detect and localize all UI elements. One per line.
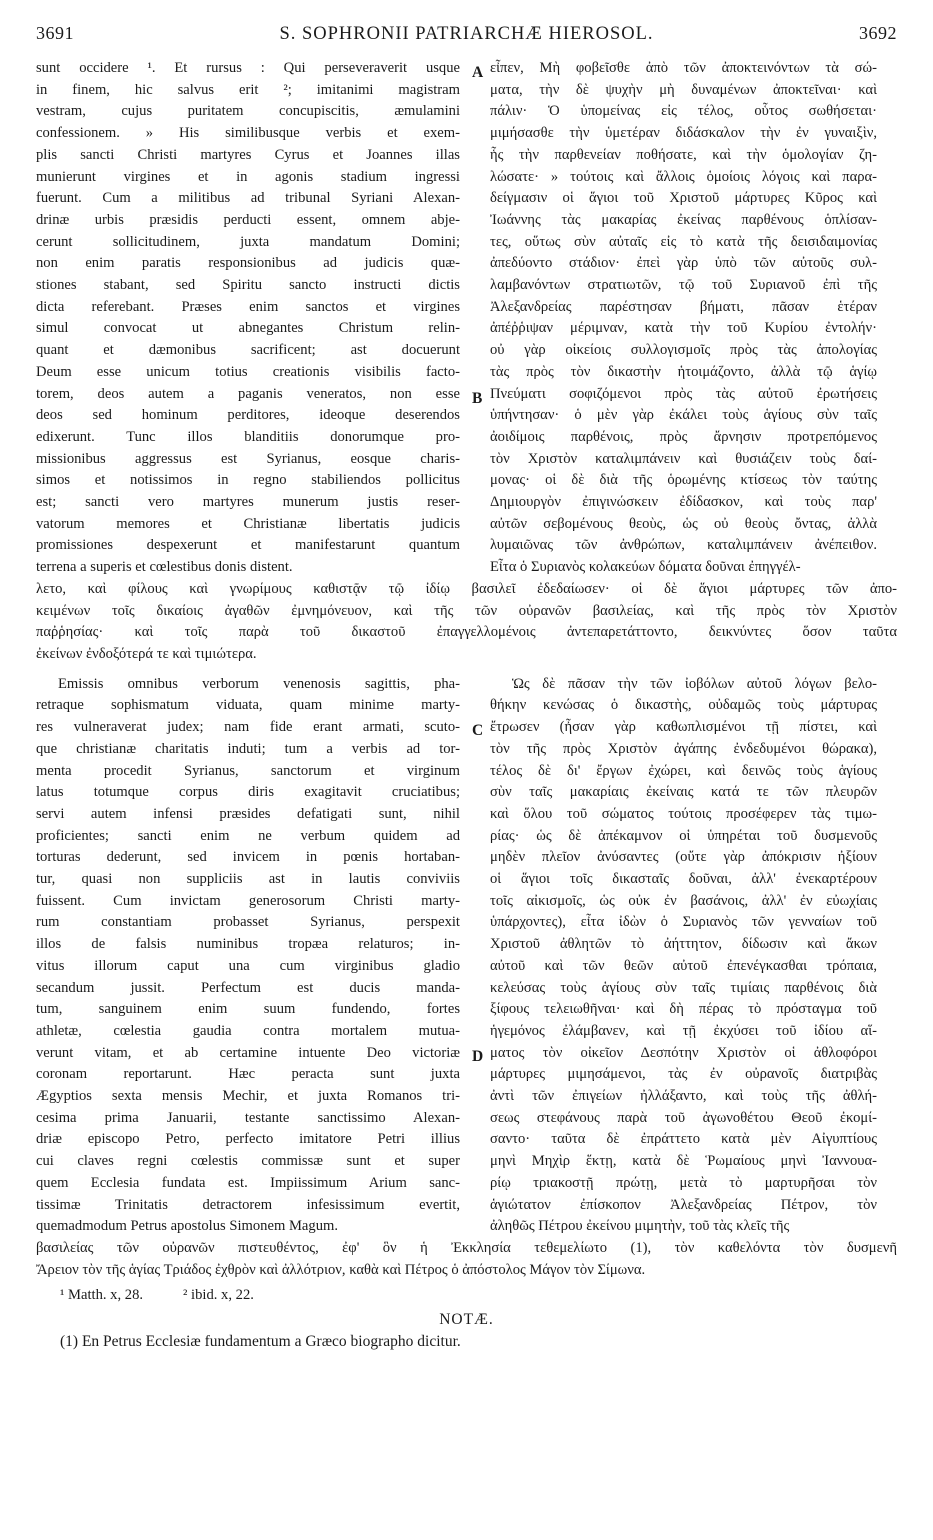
- text-line: αὐτοῦ καὶ τῶν θεῶν αὐτοῦ ἐπενέγκασθαι τρόπαια,: [490, 957, 877, 974]
- text-line: quant et dæmonibus sacrificent; ast docuerunt: [36, 342, 460, 359]
- text-line: menta procedit Syrianus, sanctorum et virginum: [36, 762, 460, 779]
- note-1: (1) En Petrus Ecclesiæ fundamentum a Græco biographo dicitur.: [60, 1332, 461, 1350]
- two-column-block-2: [36, 674, 897, 1238]
- text-line: edixerunt. Tunc illos blanditiis donorumque pro-: [36, 428, 460, 445]
- text-line: τοῖς αἰκισμοῖς, ὡς οὐκ ἐν βασάνοις, ἀλλ' ἐν εὐωχίαις: [490, 892, 877, 909]
- text-line: quem Ecclesia fundata est. Impiissimum Arium sanc-: [36, 1174, 460, 1191]
- two-column-block-1: [36, 58, 897, 579]
- text-line: torturas dederunt, sed invicem in pœnis hortaban-: [36, 849, 460, 866]
- text-line: Ἀλεξανδρείας παρέστησαν βήματι, πᾶσαν ἑτέραν: [490, 298, 877, 315]
- text-line: que christianæ charitatis induti; tum a verbis ad tor-: [36, 740, 460, 757]
- text-line: coronam reportarunt. Hæc peracta sunt juxta: [36, 1066, 460, 1083]
- text-line: tur, quasi non suppliciis ast in lautis conviviis: [36, 871, 460, 888]
- text-line: confessionem. » His similibusque verbis et exem-: [36, 125, 460, 142]
- text-line: λετο, καὶ φίλους καὶ γνωρίμους καθιστᾷν τῷ ἰδίῳ βασιλεῖ ἐδεδαίωσεν· οἱ δὲ ἅγιοι μάρτυρες τῶν ἀπο-: [36, 580, 897, 597]
- text-line: ματος τὸν οἰκεῖον Δεσπότην Χριστὸν οἱ ἀθλοφόροι: [490, 1044, 877, 1061]
- text-line: κελεύσας τοὺς ἁγίους σὺν ταῖς τιμίαις παρθένοις διὰ: [490, 979, 877, 996]
- page-number-right: 3692: [859, 23, 897, 43]
- text-line: ἀπέῤῥιψαν μέριμναν, κατὰ τὴν τοῦ Κυρίου ἐντολήν·: [490, 320, 877, 337]
- text-line: athletæ, cœlestia gaudia contra mortalem mutua-: [36, 1022, 460, 1039]
- text-line: simul convocat ut abnegantes Christum relin-: [36, 320, 460, 337]
- text-line: ἀπεδύοντο στάδιον· ἐπεὶ γὰρ ὑπὸ τῶν αὐτοῦς συλ-: [490, 255, 877, 272]
- text-line: missionibus aggressus est Syrianus, eosque charis-: [36, 450, 460, 467]
- text-line: θήκην κενώσας ὁ δικαστὴς, οὐδαμῶς τοὺς μάρτυρας: [490, 697, 877, 714]
- greek-full-width-paragraph: [36, 1238, 897, 1281]
- text-line: ἐκείνων ἐνδοξότερά τε καὶ τιμιώτερα.: [36, 645, 257, 662]
- text-line: plis sancti Christi martyres Cyrus et Joannes illas: [36, 146, 460, 163]
- text-line: ἡγεμόνος ἐλάμβανεν, καὶ τῇ ἐκχύσει τοῦ ἰδίου αἵ-: [490, 1022, 877, 1039]
- text-line: τὸν Χριστὸν καταλιμπάνειν καὶ θυσιάζειν τοὺς δαί-: [490, 450, 877, 467]
- text-line: μιμήσασθε τὴν ὑμετέραν διδάσκαλον τὴν ἐν γυναιξὶν,: [490, 125, 877, 142]
- text-line: ἔτρωσεν (ἦσαν γὰρ καθωπλισμένοι τῇ πίστει, καὶ: [490, 719, 877, 736]
- text-line: deos sed hominum perditores, ideoque deserendos: [36, 407, 460, 424]
- text-line: ἀντὶ τῶν ἐπιγείων ἠλλάξαντο, καὶ τοὺς τῆς ἀθλή-: [490, 1088, 877, 1105]
- text-line: secandum jussit. Perfectum est ducis manda-: [36, 979, 460, 996]
- text-line: βασιλείας τῶν οὐρανῶν πιστευθέντος, ἐφ' ὃν ἡ Ἐκκλησία τεθεμελίωτο (1), τὸν καθελόντα τὸν δυσμενῆ: [36, 1239, 897, 1256]
- text-line: Deum esse unicum totius creationis visibilis facto-: [36, 363, 460, 380]
- text-line: retraque sophismatum viduata, quam minime marty-: [36, 697, 460, 714]
- text-line: λώσατε· » τούτοις καὶ ἄλλοις ὁμοίοις λόγοις καὶ παρα-: [490, 168, 877, 185]
- text-line: σεως στεφάνους παρὰ τοῦ ἀγωνοθέτου Θεοῦ ἐκομί-: [490, 1109, 877, 1126]
- text-line: Ægyptios sexta mensis Mechir, et juxta Romanos tri-: [36, 1088, 460, 1105]
- text-line: εἶπεν, Μὴ φοβεῖσθε ἀπὸ τῶν ἀποκτεινόντων τὰ σώ-: [490, 60, 877, 76]
- text-line: verunt vitam, et ab certamine intuente Deo victoriæ: [36, 1044, 460, 1061]
- text-line: καὶ ὅλου τοῦ σώματος τούτοις προσέφερεν τὰς τιμω-: [490, 805, 877, 822]
- text-line: vitus illorum caput una cum virginibus gladio: [36, 957, 460, 974]
- text-line: αὐτῶν σεβομένους θεοὺς, ὡς οὐ θεοὺς ὄντας, ἀλλὰ: [490, 515, 877, 532]
- text-line: παῤῥησίας· καὶ τοῖς παρὰ τοῦ δικαστοῦ ἐπαγγελλομένοις ἀντεπαρετάττοντο, δεικνύντες ὅσον ταῦτα: [36, 624, 897, 641]
- text-line: non enim paratis responsionibus ad judicis quæ-: [36, 255, 460, 272]
- running-title: S. SOPHRONII PATRIARCHÆ HIEROSOL.: [279, 24, 654, 44]
- text-line: Ἰωάννης τὰς μακαρίας ἐκείνας παρθένους ὁπλίσαν-: [490, 211, 877, 228]
- text-line: cui claves regni cœlestis commissæ sunt et super: [36, 1153, 460, 1170]
- text-line: Χριστοῦ ἀθλητῶν τὸ ἀήττητον, δίδωσιν καὶ ἄκων: [490, 936, 877, 953]
- text-line: in finem, hic salvus erit ²; imitanimi magistram: [36, 81, 460, 98]
- margin-letters: [470, 58, 490, 579]
- text-line: σαντο· ταῦτα δὲ ἐπράττετο κατὰ μὲν Αἰγυπτίους: [490, 1131, 877, 1148]
- margin-letter-a: A: [472, 64, 484, 81]
- text-line: μηδὲν πλεῖον ἀνύσαντες (οὔτε γὰρ ἀπόκρισιν ἠξίουν: [490, 849, 877, 866]
- text-line: vatorum memores et Christianæ libertatis judicis: [36, 515, 460, 532]
- text-line: fuerunt. Cum a militibus ad tribunal Syriani Alexan-: [36, 190, 460, 207]
- text-line: promissiones despexerunt et manifestarunt quantum: [36, 537, 460, 554]
- footnote-1: ¹ Matth. x, 28.: [60, 1287, 144, 1304]
- text-line: ἀληθῶς Πέτρου ἐκείνου μιμητὴν, τοῦ τὰς κλεῖς τῆς: [490, 1218, 790, 1235]
- text-line: πάλιν· Ὁ ὑπομείνας εἰς τέλος, οὗτος σωθήσεται·: [490, 103, 877, 120]
- text-line: λαμβανόντων στρατιωτῶν, τῷ τοῦ Συριανοῦ ἐπὶ τῆς: [490, 277, 877, 294]
- text-line: ξίφους τελειωθῆναι· καὶ δὴ πέρας τὸ πρόσταγμα τοῦ: [490, 1001, 877, 1018]
- text-line: Ἄρειον τὸν τῆς ἁγίας Τριάδος ἐχθρὸν καὶ ἀλλότριον, καθὰ καὶ Πέτρος ὁ ἀπόστολος Μάγον τὸν Σίμωνα.: [36, 1261, 646, 1278]
- text-line: servi autem infensi præsides defatigati sunt, nihil: [36, 805, 460, 822]
- text-line: ματα, τὴν δὲ ψυχὴν μὴ δυναμένων ἀποκτεῖναι· καὶ: [490, 81, 877, 98]
- text-line: ρίας· ὡς δὲ ἀπέκαμνον οἱ ὑπηρέται τοῦ δυσμενοῦς: [490, 827, 877, 844]
- text-line: Ὡς δὲ πᾶσαν τὴν τῶν ἰοβόλων αὐτοῦ λόγων βελο-: [512, 675, 877, 692]
- text-line: δείγμασιν οἱ ἅγιοι τοῦ Χριστοῦ μάρτυρες Κῦρος καὶ: [490, 190, 877, 207]
- text-line: ἀοιδίμοις παρθένοις, πρὸς ἄρνησιν προτρεπόμενος: [490, 428, 877, 445]
- page-header: [36, 20, 897, 58]
- text-line: cesima prima Januarii, testante sanctissimo Alexan-: [36, 1109, 460, 1126]
- text-line: proficientes; sancti enim ne verbum quidem ad: [36, 827, 460, 844]
- text-line: ρίῳ τριακοστῇ πρώτῃ, μετὰ τὸ μαρτυρῆσαι τὸν: [490, 1174, 877, 1191]
- text-line: Εἶτα ὁ Συριανὸς κολακεύων δόματα δοῦναι ἐπηγγέλ-: [490, 559, 801, 576]
- text-line: Emissis omnibus verborum venenosis sagittis, pha-: [58, 675, 460, 692]
- text-line: quemadmodum Petrus apostolus Simonem Magum.: [36, 1218, 338, 1235]
- text-line: driæ episcopo Petro, perfecto imitatore Petri illius: [36, 1131, 460, 1148]
- margin-letters: [470, 674, 490, 1238]
- text-line: σὺν ταῖς μακαρίαις ἐκείναις κατά τε τῶν πλευρῶν: [490, 784, 877, 801]
- greek-column: [490, 58, 877, 579]
- text-line: τες, οὕτως σὺν αὐταῖς εἰς τὸ κατὰ τῆς δεισιδαιμονίας: [490, 233, 877, 250]
- text-line: dicta referebant. Præses enim sanctos et virgines: [36, 298, 460, 315]
- text-line: τὸν τῆς πρὸς Χριστὸν ἀγάπης ἐνδεδυμένοι θώρακα),: [490, 740, 877, 757]
- text-line: μάρτυρες μιμησάμενοι, τὰς ἐν οὐρανοῖς διατριβὰς: [490, 1066, 877, 1083]
- text-line: ἧς τὴν παρθενείαν ποθήσατε, καὶ τὴν ὁμολογίαν ζη-: [490, 146, 877, 163]
- text-line: fuissent. Cum invictam generosorum Christi marty-: [36, 892, 460, 909]
- text-line: illos de falsis numinibus tropæa relaturos; in-: [36, 936, 460, 953]
- text-line: torem, deos autem a paganis veneratos, non esse: [36, 385, 460, 402]
- text-line: munierunt virgines et in agonis stadium ingressi: [36, 168, 460, 185]
- page-number-left: 3691: [36, 23, 74, 43]
- text-line: μηνὶ Μηχὶρ ἕκτῃ, κατὰ δὲ Ῥωμαίους μηνὶ Ἰαννουα-: [490, 1153, 877, 1170]
- text-line: sunt occidere ¹. Et rursus : Qui perseveraverit usque: [36, 60, 460, 76]
- text-line: tissimæ Trinitatis detractorem infesissimum evertit,: [36, 1196, 460, 1213]
- text-line: ἁγιώτατον ἐπίσκοπον Ἀλεξανδρείας Πέτρον, τὸν: [490, 1196, 877, 1213]
- greek-column: [490, 674, 877, 1238]
- margin-letter-d: D: [472, 1047, 484, 1065]
- greek-full-width-paragraph: [36, 579, 897, 666]
- text-line: κειμένων τοῖς δικαίοις ἀγαθῶν ἐμνημόνευον, καὶ τῆς τῶν οὐρανῶν βασιλείας, καὶ τῆς πρὸς τὸν Χριστὸν: [36, 602, 897, 619]
- text-line: οὐ γὰρ οἰκείοις συλλογισμοῖς πρὸς τὰς ἀπολογίας: [490, 342, 877, 359]
- text-line: res vulneraverat judex; nam fide erant armati, scuto-: [36, 719, 460, 736]
- text-line: λυμαιῶνας τῶν ἀνθρώπων, καταλιμπάνειν ἀνέπειθον.: [490, 537, 877, 554]
- text-line: cerunt sollicitudinem, juxta mandatum Domini;: [36, 233, 460, 250]
- footnotes: [36, 1285, 897, 1307]
- text-line: simos et notissimos in regno stabiliendos pollicitus: [36, 472, 460, 489]
- margin-letter-c: C: [472, 721, 484, 739]
- latin-column: [36, 58, 470, 579]
- text-line: τέλος δὲ δι' ἔργων ἐχώρει, καὶ δεινῶς τοὺς ἁγίους: [490, 762, 877, 779]
- text-line: Δημιουργὸν ἐπιγινώσκειν ἐδίδασκον, καὶ τοὺς παρ': [490, 494, 877, 511]
- footnote-2: ² ibid. x, 22.: [183, 1287, 254, 1304]
- text-line: latus totumque corpus diris exagitavit cruciatibus;: [36, 784, 460, 801]
- text-line: drinæ urbis præsidis perducti essent, omnem abje-: [36, 211, 460, 228]
- text-line: ὑπάρχοντες), εἶτα ἰδὼν ὁ Συριανὸς τῶν γενναίων τοῦ: [490, 914, 877, 931]
- text-line: rum constantiam probasset Syrianus, perspexit: [36, 914, 460, 931]
- text-line: ὑπήντησαν· ὁ μὲν γὰρ ἐκάλει τοὺς ἁγίους σὺν ταῖς: [490, 407, 877, 424]
- text-line: tum, sanguinem enim suum fundendo, fortes: [36, 1001, 460, 1018]
- text-line: terrena a superis et cœlestibus donis distent.: [36, 559, 293, 576]
- latin-column: [36, 674, 470, 1238]
- text-line: μονας· οἱ δὲ διὰ τῆς ὁρωμένης κτίσεως τὸν ταύτης: [490, 472, 877, 489]
- text-line: οἱ ἅγιοι τοῖς δικασταῖς δοῦναι, ἀλλ' ἐνεκαρτέρουν: [490, 871, 877, 888]
- margin-letter-b: B: [472, 390, 483, 407]
- text-line: stiones stabant, sed Spiritu sancto instructi dictis: [36, 277, 460, 294]
- text-line: est; sancti vero martyres munerum justis reser-: [36, 494, 460, 511]
- text-line: vestram, cujus puritatem concupiscitis, æmulamini: [36, 103, 460, 120]
- text-line: τὰς πρὸς τὸν δικαστὴν ἡτοιμάζοντο, ἀλλὰ τῷ ἁγίῳ: [490, 363, 877, 380]
- text-line: Πνεύματι σοφιζόμενοι πρὸς τὰς αὐτοῦ ἐρωτήσεις: [490, 385, 877, 402]
- notes-heading: NOTÆ.: [439, 1311, 494, 1329]
